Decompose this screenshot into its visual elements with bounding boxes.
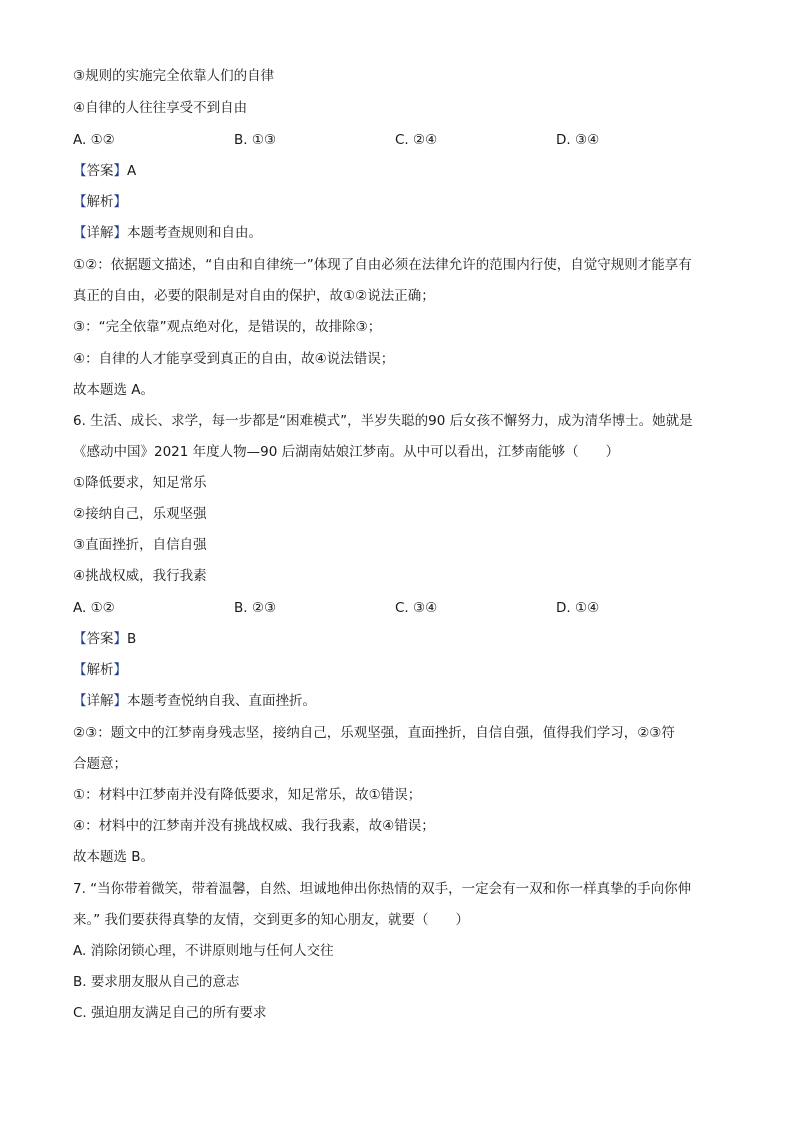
q5-option-b: B. ①③ (234, 132, 277, 148)
q7-stem-line: 来。” 我们要获得真挚的友情，交到更多的知心朋友，就要（ ） (73, 912, 470, 928)
q5-detail-open: 【 (73, 225, 87, 241)
q6-answer-close: 】 (113, 631, 127, 647)
q5-answer (73, 161, 136, 181)
q6-answer-open: 【 (73, 631, 87, 647)
q5-explanation-line: ①②：依据题文描述，“自由和自律统一”体现了自由必须在法律允许的范围内行使，自觉守规则才能享有 (73, 257, 692, 273)
q6-statement-3: ③直面挫折，自信自强 (73, 537, 207, 553)
q5-detail-tag: 详解 (86, 225, 114, 241)
q6-option-d: D. ①④ (556, 600, 600, 616)
q5-answer-tag: 答案 (86, 163, 114, 179)
q6-detail (73, 691, 316, 711)
q5-analysis-open: 【 (73, 194, 87, 210)
q6-detail-text: 本题考查悦纳自我、直面挫折。 (127, 693, 316, 709)
q6-explanation-line: ④：材料中的江梦南并没有挑战权威、我行我素，故④错误； (73, 818, 435, 834)
q5-answer-value: A (127, 163, 137, 179)
q7-option-a: A. 消除闭锁心理，不讲原则地与任何人交往 (73, 943, 334, 959)
q6-answer-value: B (127, 631, 137, 647)
q6-analysis-tag: 解析 (86, 662, 114, 678)
q5-analysis-tag: 解析 (86, 194, 114, 210)
q5-options (73, 130, 717, 150)
q6-stem-line: 6. 生活、成长、求学，每一步都是“困难模式”，半岁失聪的90 后女孩不懈努力，成为清华博士。她就是 (73, 413, 693, 429)
q6-analysis (73, 660, 127, 680)
q6-explanation-line: 合题意； (73, 756, 127, 772)
q5-detail (73, 223, 262, 243)
q5-statement-3-text: ③规则的实施完全依靠人们的自律 (73, 68, 275, 84)
q6-option-b: B. ②③ (234, 600, 277, 616)
q6-conclusion: 故本题选 B。 (73, 849, 155, 865)
q6-statement-2: ②接纳自己，乐观坚强 (73, 506, 207, 522)
q6-detail-open: 【 (73, 693, 87, 709)
q6-answer-tag: 答案 (86, 631, 114, 647)
q5-statement-4: ④自律的人往往享受不到自由 (73, 100, 248, 116)
q5-detail-text: 本题考查规则和自由。 (127, 225, 262, 241)
q6-statement-4: ④挑战权威，我行我素 (73, 568, 207, 584)
q7-stem-line: 7. “当你带着微笑，带着温馨，自然、坦诚地伸出你热情的双手，一定会有一双和你一样真挚的手向你伸 (73, 881, 692, 897)
q7-option-b: B. 要求朋友服从自己的意志 (73, 974, 240, 990)
q6-detail-tag: 详解 (86, 693, 114, 709)
q5-explanation-line: ③：“完全依靠”观点绝对化，是错误的，故排除③； (73, 319, 382, 335)
q5-conclusion: 故本题选 A。 (73, 382, 155, 398)
q6-explanation-line: ①：材料中江梦南并没有降低要求，知足常乐，故①错误； (73, 787, 422, 803)
q5-detail-close: 】 (113, 225, 127, 241)
q6-statement-1: ①降低要求，知足常乐 (73, 475, 207, 491)
q5-option-a: A. ①② (73, 132, 115, 148)
q6-option-c: C. ③④ (395, 600, 438, 616)
q6-analysis-close: 】 (113, 662, 127, 678)
q5-explanation-line: 真正的自由，必要的限制是对自由的保护，故①②说法正确； (73, 288, 435, 304)
q5-analysis-close: 】 (113, 194, 127, 210)
q6-analysis-open: 【 (73, 662, 87, 678)
q5-explanation-line: ④：自律的人才能享受到真正的自由，故④说法错误； (73, 351, 395, 367)
q5-option-c: C. ②④ (395, 132, 438, 148)
q6-options (73, 598, 717, 618)
q6-answer (73, 629, 136, 649)
q6-explanation-line: ②③：题文中的江梦南身残志坚，接纳自己，乐观坚强，直面挫折，自信自强，值得我们学习，②③符 (73, 725, 675, 741)
q5-analysis (73, 192, 127, 212)
q5-answer-open: 【 (73, 163, 87, 179)
q6-detail-close: 】 (113, 693, 127, 709)
q5-answer-close: 】 (113, 163, 127, 179)
q6-stem-line: 《感动中国》2021 年度人物—90 后湖南姑娘江梦南。从中可以看出，江梦南能够（ ） (73, 444, 620, 460)
q7-option-c: C. 强迫朋友满足自己的所有要求 (73, 1005, 267, 1021)
q6-option-a: A. ①② (73, 600, 115, 616)
q5-option-d: D. ③④ (556, 132, 600, 148)
